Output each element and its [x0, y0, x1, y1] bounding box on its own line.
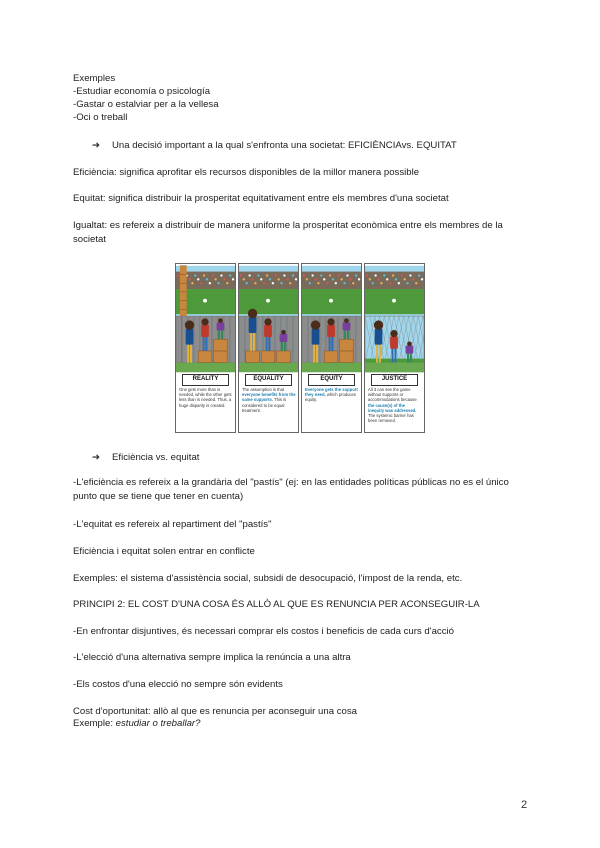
equitat-definition: Equitat: significa distribuir la prosperitat equitativament entre els membres d'una societat [73, 193, 449, 204]
panel-reality [175, 263, 236, 433]
example-item: -Gastar o estalviar per a la vellesa [73, 99, 219, 110]
exemples-2: Exemples: el sistema d'assistència social, subsidi de desocupació, l'impost de la renda, etc. [73, 573, 463, 584]
example-item: -Oci o treball [73, 112, 128, 123]
panel-justice [364, 263, 425, 433]
page-number: 2 [521, 799, 528, 811]
costos-text: -Els costos d'una elecció no sempre són evidents [73, 679, 283, 690]
exemple-italic: estudiar o treballar? [115, 718, 201, 729]
equity-illustration [175, 263, 425, 435]
eficiencia-definition: Eficiència: significa aprofitar els recursos disponibles de la millor manera possible [73, 167, 420, 178]
panel-caption: Everyone gets the support they need, which produces equity. [305, 387, 358, 403]
decision-line [92, 139, 552, 152]
panel-scene [365, 264, 424, 374]
equitat-pastis: -L'equitat es refereix al repartiment del "pastís" [73, 519, 272, 530]
example-item: -Estudiar economía o psicología [73, 86, 211, 97]
arrow-right-icon: ➔ [92, 140, 101, 151]
panel-label: JUSTICE [371, 374, 418, 386]
conflicte-text: Eficiència i equitat solen entrar en conflicte [73, 546, 255, 557]
disjuntives-text: -En enfrontar disjuntives, és necessari comprar els costos i beneficis de cada curs d'acció [73, 626, 454, 637]
exemple-label: Exemple: [73, 718, 116, 729]
panel-scene [302, 264, 361, 374]
igualtat-definition: Igualtat: es refereix a distribuir de manera uniforme la prosperitat econòmica entre els membres de la societat [73, 220, 503, 245]
eficiencia-pastis: -L'eficiència es refereix a la grandària del "pastís" (ej: en las entidades políticas públicas no es el único punto que se tiene que tener en cuenta) [73, 477, 509, 502]
panel-label: EQUITY [308, 374, 355, 386]
arrow-right-icon: ➔ [92, 452, 101, 463]
panel-label: REALITY [182, 374, 229, 386]
exemple-line [73, 717, 533, 730]
panel-caption: All 3 can see the game without supports or accommodations because the cause(s) of the inequity was addressed. The systemic barrier has been removed. [368, 387, 417, 424]
panel-scene [176, 264, 235, 374]
eleccio-text: -L'elecció d'una alternativa sempre implica la renúncia a una altra [73, 652, 351, 663]
ef-vs-eq-text: Eficiència vs. equitat [112, 452, 200, 463]
panel-scene [239, 264, 298, 374]
exemples-title: Exemples [73, 73, 116, 84]
cost-oportunitat: Cost d'oportunitat: allò al que es renuncia per aconseguir una cosa [73, 706, 357, 717]
panel-equality [238, 263, 299, 433]
panel-caption: One gets more than is needed, while the other gets less than is needed. Thus, a huge disparity is created. [179, 387, 232, 408]
principi-2-heading: PRINCIPI 2: EL COST D'UNA COSA ÉS ALLÒ AL QUE ES RENUNCIA PER ACONSEGUIR-LA [73, 599, 480, 610]
panel-equity [301, 263, 362, 433]
decision-text: Una decisió important a la qual s'enfronta una societat: EFICIÈNCIAvs. EQUITAT [112, 140, 457, 151]
ef-vs-eq-line [92, 451, 552, 464]
panel-caption: The assumption is that everyone benefits from the same supports. This is considered to be equal treatment. [242, 387, 296, 413]
panel-label: EQUALITY [245, 374, 292, 386]
